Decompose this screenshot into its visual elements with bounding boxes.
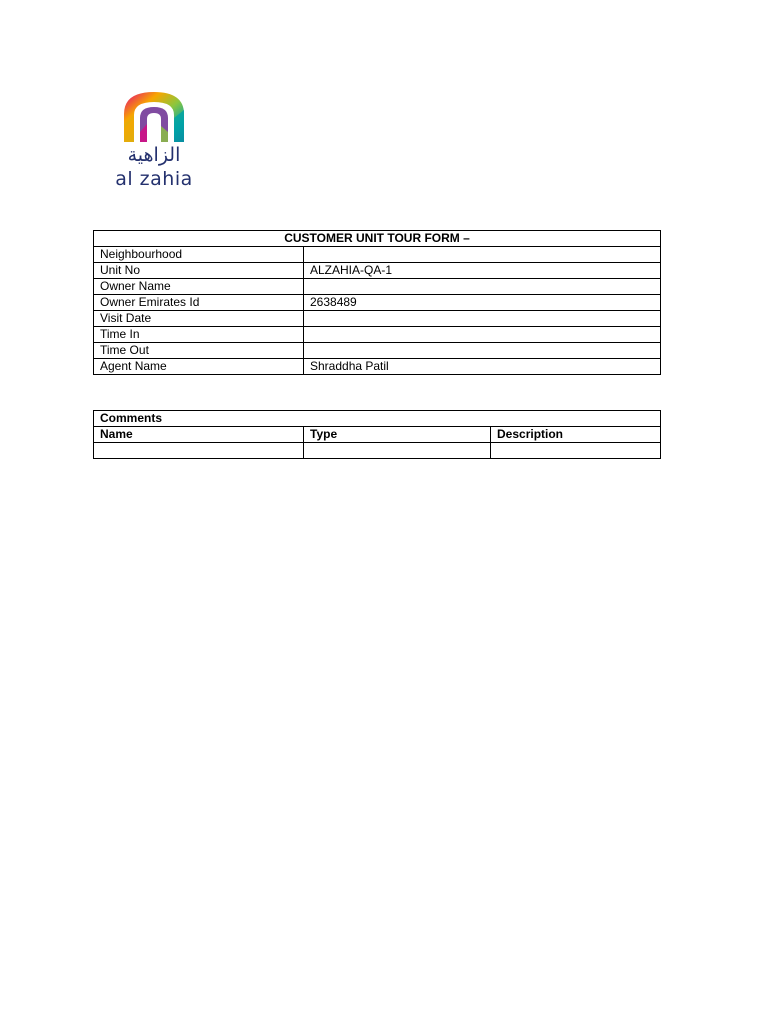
field-value-visit-date — [304, 311, 661, 327]
form-title-row — [94, 231, 661, 247]
comments-header-row — [94, 427, 661, 443]
logo-arabic-wordmark: الزاهية — [127, 144, 181, 166]
form-title: CUSTOMER UNIT TOUR FORM – — [94, 231, 661, 247]
comments-table — [93, 410, 661, 459]
arch-logo-icon — [104, 88, 204, 144]
field-label-unit-no: Unit No — [94, 263, 304, 279]
table-row — [94, 343, 661, 359]
logo-latin-wordmark: al zahia — [115, 168, 193, 190]
field-label-time-in: Time In — [94, 327, 304, 343]
field-value-owner-emirates-id: 2638489 — [304, 295, 661, 311]
field-label-agent-name: Agent Name — [94, 359, 304, 375]
field-value-agent-name: Shraddha Patil — [304, 359, 661, 375]
field-label-visit-date: Visit Date — [94, 311, 304, 327]
table-row — [94, 295, 661, 311]
field-value-unit-no: ALZAHIA-QA-1 — [304, 263, 661, 279]
field-label-owner-name: Owner Name — [94, 279, 304, 295]
column-header-description: Description — [491, 427, 661, 443]
field-value-time-out — [304, 343, 661, 359]
table-row — [94, 263, 661, 279]
column-header-type: Type — [304, 427, 491, 443]
table-row — [94, 443, 661, 459]
field-value-neighbourhood — [304, 247, 661, 263]
comments-title: Comments — [94, 411, 661, 427]
field-value-owner-name — [304, 279, 661, 295]
comment-type-cell — [304, 443, 491, 459]
table-row — [94, 327, 661, 343]
customer-unit-tour-form-table — [93, 230, 661, 375]
table-row — [94, 311, 661, 327]
table-row — [94, 247, 661, 263]
field-label-neighbourhood: Neighbourhood — [94, 247, 304, 263]
comment-description-cell — [491, 443, 661, 459]
table-row — [94, 359, 661, 375]
comments-title-row — [94, 411, 661, 427]
field-label-time-out: Time Out — [94, 343, 304, 359]
column-header-name: Name — [94, 427, 304, 443]
table-row — [94, 279, 661, 295]
al-zahia-logo — [104, 88, 204, 192]
comment-name-cell — [94, 443, 304, 459]
field-label-owner-emirates-id: Owner Emirates Id — [94, 295, 304, 311]
field-value-time-in — [304, 327, 661, 343]
